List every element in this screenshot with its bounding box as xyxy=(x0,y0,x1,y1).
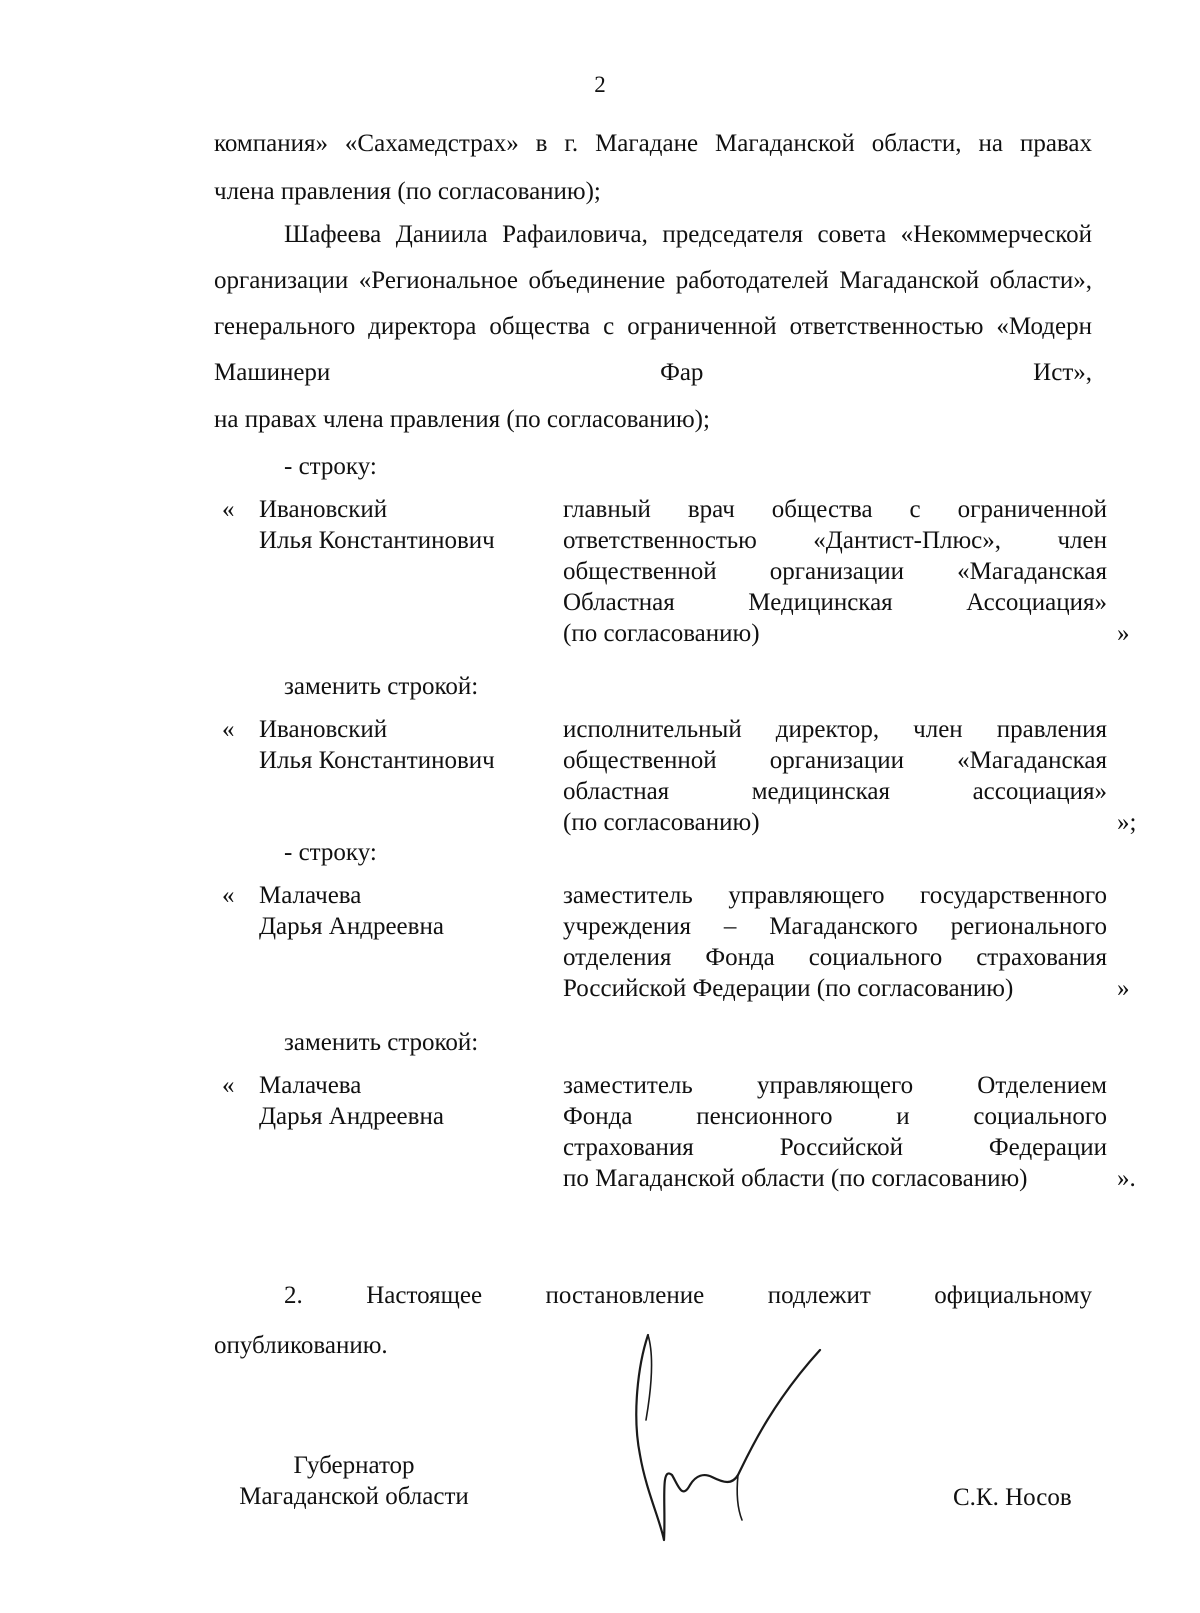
role-line: главный врач общества с ограниченной xyxy=(563,496,1107,523)
role-line: общественной организации «Магаданская xyxy=(563,747,1107,774)
role-line: (по согласованию) xyxy=(563,809,760,836)
paragraph-continuation-line2: члена правления (по согласованию); xyxy=(214,178,601,205)
replace-label: заменить строкой: xyxy=(284,1029,479,1056)
page-number: 2 xyxy=(594,72,606,97)
role-line: общественной организации «Магаданская xyxy=(563,558,1107,585)
member-given-names: Илья Константинович xyxy=(259,527,495,554)
member-name xyxy=(259,1070,559,1132)
member-name xyxy=(259,714,559,776)
member-role xyxy=(563,880,1107,1004)
line-label: - строку: xyxy=(284,453,377,480)
role-line: областная медицинская ассоциация» xyxy=(563,778,1107,805)
role-line: страхования Российской Федерации xyxy=(563,1134,1107,1161)
open-quote: « xyxy=(222,496,235,523)
role-line: отделения Фонда социального страхования xyxy=(563,944,1107,971)
member-given-names: Дарья Андреевна xyxy=(259,913,444,940)
signatory-position: Губернатор xyxy=(293,1452,415,1479)
open-quote: « xyxy=(222,1072,235,1099)
member-role xyxy=(563,494,1107,649)
role-line: по Магаданской области (по согласованию) xyxy=(563,1165,1028,1192)
role-line: исполнительный директор, член правления xyxy=(563,716,1107,743)
close-quote: »; xyxy=(1117,809,1137,836)
handwritten-signature xyxy=(620,1325,860,1555)
role-line: заместитель управляющего государственного xyxy=(563,882,1107,909)
open-quote: « xyxy=(222,882,235,909)
signatory-region: Магаданской области xyxy=(239,1483,469,1510)
member-role xyxy=(563,714,1107,838)
line-label: - строку: xyxy=(284,839,377,866)
close-quote: ». xyxy=(1117,1165,1136,1192)
close-quote: » xyxy=(1117,975,1130,1002)
member-surname: Малачева xyxy=(259,882,362,909)
member-name xyxy=(259,880,559,942)
role-line: Областная Медицинская Ассоциация» xyxy=(563,589,1107,616)
member-surname: Малачева xyxy=(259,1072,362,1099)
role-line: ответственностью «Дантист-Плюс», член xyxy=(563,527,1107,554)
member-role xyxy=(563,1070,1107,1194)
member-given-names: Дарья Андреевна xyxy=(259,1103,444,1130)
role-line: Фонда пенсионного и социального xyxy=(563,1103,1107,1130)
open-quote: « xyxy=(222,716,235,743)
member-surname: Ивановский xyxy=(259,496,388,523)
role-line: заместитель управляющего Отделением xyxy=(563,1072,1107,1099)
paragraph-publication-line1: 2. Настоящее постановление подлежит официальному xyxy=(284,1282,1092,1309)
signatory-name: С.К. Носов xyxy=(953,1484,1072,1511)
role-line: Российской Федерации (по согласованию) xyxy=(563,975,1014,1002)
paragraph-shafeev: Шафеева Даниила Рафаиловича, председателя совета «Некоммерческой организации «Региональное объединение работодателей Магаданской области», генерального директора общества с ограниченной ответственностью «Модерн Машинери Фар Ист», xyxy=(214,221,1092,386)
member-given-names: Илья Константинович xyxy=(259,747,495,774)
role-line: учреждения – Магаданского регионального xyxy=(563,913,1107,940)
member-name xyxy=(259,494,559,556)
paragraph-continuation-line1: компания» «Сахамедстрах» в г. Магадане Магаданской области, на правах xyxy=(214,130,1092,157)
paragraph-shafeev-last: на правах члена правления (по согласованию); xyxy=(214,406,710,433)
close-quote: » xyxy=(1117,620,1130,647)
signatory-title xyxy=(224,1450,484,1512)
member-surname: Ивановский xyxy=(259,716,388,743)
role-line: (по согласованию) xyxy=(563,620,760,647)
replace-label: заменить строкой: xyxy=(284,673,479,700)
paragraph-publication-line2: опубликованию. xyxy=(214,1332,388,1359)
